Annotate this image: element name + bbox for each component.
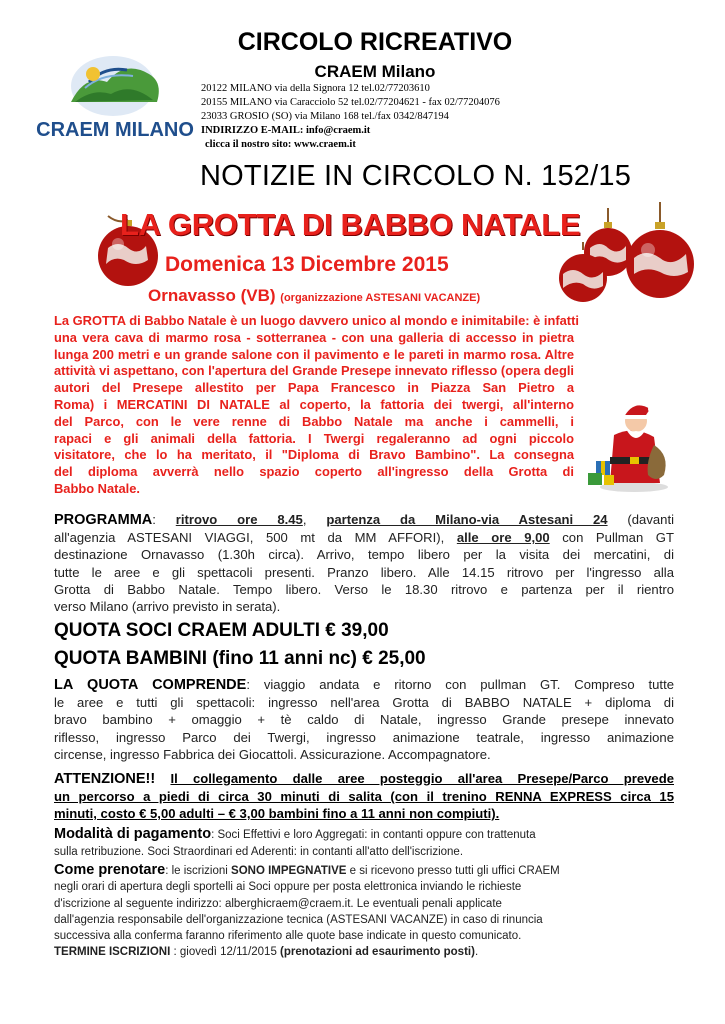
pagamento-section — [54, 826, 674, 860]
ritrovo-time: ritrovo ore 8.45 — [175, 512, 303, 527]
description-line: una vera cava di marmo rosa - sotterranea - con una galleria di accesso in pietra — [54, 329, 574, 345]
prenotare-text: e si ricevono presso tutti gli uffici CRAEM — [346, 865, 560, 877]
programma-line: PROGRAMMA: ritrovo ore 8.45, partenza da Milano-via Astesani 24 (davanti — [54, 512, 674, 528]
prenotare-label: Come prenotare — [54, 862, 166, 878]
programma-line: destinazione Ornavasso (1.30h circa). Arrivo, tempo libero per la visita dei mercatini, di — [54, 547, 674, 563]
prenotare-line: dall'agenzia responsabile dell'organizzazione tecnica (ASTESANI VACANZE) in caso di rinuncia — [54, 913, 543, 926]
description-line: attività vi aspettano, con l'apertura del Grande Presepe innevato riflesso (opera degli — [54, 363, 574, 379]
prenotare-impegnative: SONO IMPEGNATIVE — [231, 865, 347, 877]
website-line: clicca il nostro sito: www.craem.it — [205, 139, 356, 150]
craem-logo — [36, 52, 194, 154]
prenotare-section — [54, 862, 674, 961]
description-line: rapaci e gli animali della fattoria. I Twergi regaleranno ad ogni piccolo — [54, 430, 574, 446]
org-title: CIRCOLO RICREATIVO — [237, 28, 513, 56]
comprende-line: bravo bambino + omaggio + tè caldo di Natale, ingresso Grande presepe innevato — [54, 712, 674, 728]
attenzione-line: minuti, costo € 5,00 adulti – € 3,00 bambini fino a 11 anni non compiuti). — [54, 806, 500, 821]
partenza-info: partenza da Milano-via Astesani 24 — [326, 512, 608, 527]
org-subtitle: CRAEM Milano — [314, 62, 436, 81]
price-children: QUOTA BAMBINI (fino 11 anni nc) € 25,00 — [54, 648, 426, 669]
programma-line: tutte le aree e gli spettacoli presenti. Pranzo libero. Alle 14.15 ritrovo per l'ingresso alla — [54, 564, 674, 580]
pagamento-text: : Soci Effettivi e loro Aggregati: in contanti oppure con trattenuta — [211, 829, 536, 841]
programma-text: (davanti — [607, 512, 674, 527]
comprende-line — [54, 676, 674, 694]
ornament-right-large-icon — [620, 202, 700, 302]
prenotare-line — [54, 862, 674, 879]
prenotare-line: successiva alla conferma faranno riferimento alle quote base indicate in questo comunicato. — [54, 930, 522, 943]
termine-note: (prenotazioni ad esaurimento posti) — [280, 946, 475, 959]
event-title: LA GROTTA DI BABBO NATALE — [120, 207, 581, 242]
newsletter-title: NOTIZIE IN CIRCOLO N. 152/15 — [200, 160, 632, 192]
comprende-text: : viaggio andata e ritorno con pullman GT. Compreso tutte — [246, 677, 674, 692]
email-line: INDIRIZZO E-MAIL: info@craem.it — [201, 125, 371, 136]
address-line-2: 20155 MILANO via Caracciolo 52 tel.02/77204621 - fax 02/77204076 — [201, 97, 500, 108]
pagamento-label: Modalità di pagamento — [54, 826, 212, 842]
description-line: del Parco, con le vere renne di Babbo Natale ma anche i cammelli, i — [54, 413, 574, 429]
attenzione-line: un percorso a piedi di circa 30 minuti di salita (con il trenino RENNA EXPRESS circa 15 — [54, 789, 674, 804]
attenzione-label: ATTENZIONE!! — [54, 771, 156, 787]
event-location: Ornavasso (VB) — [148, 286, 276, 305]
programma-line: verso Milano (arrivo previsto in serata). — [54, 599, 281, 615]
description-line: del diploma avverrà nello spazio coperto all'ingresso della Grotta di — [54, 464, 574, 480]
description-line: Roma) i MERCATINI DI NATALE al coperto, la fattoria dei twergi, all'interno — [54, 396, 574, 412]
event-place — [148, 286, 578, 306]
prenotare-line: d'iscrizione al seguente indirizzo: alberghicraem@craem.it. Le eventuali penali applicate — [54, 897, 502, 910]
programma-label: PROGRAMMA — [54, 512, 153, 528]
event-organizer: (organizzazione ASTESANI VACANZE) — [280, 292, 481, 304]
logo-text: CRAEM MILANO — [36, 119, 194, 141]
termine-label: TERMINE ISCRIZIONI — [54, 946, 171, 959]
termine-date: : giovedì 12/11/2015 — [170, 946, 281, 959]
programma-section — [54, 511, 674, 615]
description-line: La GROTTA di Babbo Natale è un luogo davvero unico al mondo e inimitabile: è infatti — [54, 313, 579, 328]
comprende-label: LA QUOTA COMPRENDE — [54, 677, 247, 693]
termine-end: . — [474, 946, 479, 959]
address-line-3: 23033 GROSIO (SO) via Milano 168 tel./fax 0342/847194 — [201, 111, 449, 122]
event-description — [54, 313, 579, 498]
prenotare-line: negli orari di apertura degli sportelli ai Soci oppure per posta elettronica inviando le richieste — [54, 881, 522, 894]
departure-time: alle ore 9,00 — [456, 530, 550, 546]
termine-line — [54, 944, 674, 960]
santa-claus-icon — [584, 395, 674, 495]
price-adults: QUOTA SOCI CRAEM ADULTI € 39,00 — [54, 620, 389, 641]
programma-line — [54, 529, 674, 546]
attenzione-section — [54, 770, 674, 822]
comprende-line: riflesso, ingresso Parco dei Twergi, ingresso animazione teatrale, ingresso animazione — [54, 729, 674, 745]
comprende-line: circense, ingresso Fabbrica dei Giocattoli. Assicurazione. Accompagnatore. — [54, 746, 491, 762]
description-line: Babbo Natale. — [54, 480, 140, 496]
programma-text: all'agenzia ASTESANI VIAGGI, 500 mt da MM AFFORI), — [54, 530, 457, 546]
prenotare-text: : le iscrizioni — [165, 865, 232, 877]
description-line: lunga 200 metri e un grande salone con il pavimento e le pareti in marmo rosa. Altre — [54, 346, 574, 362]
comprende-line: le aree e tutti gli spettacoli: ingresso nell'area Grotta di BABBO NATALE + diploma di — [54, 695, 674, 711]
description-line: autori del Presepe allestito per Papa Francesco in Piazza San Pietro a — [54, 380, 574, 396]
attenzione-text: Il collegamento dalle aree posteggio all'area Presepe/Parco prevede — [170, 771, 674, 786]
programma-line: Grotta di Babbo Natale. Tempo libero. Verso le 18.30 ritrovo e partenza per il rientro — [54, 581, 674, 597]
pagamento-line — [54, 826, 674, 844]
description-line: visitatore, che lo ha meritato, il "Diploma di Bravo Bambino". La consegna — [54, 447, 574, 463]
address-line-1: 20122 MILANO via della Signora 12 tel.02/77203610 — [201, 83, 430, 94]
event-date: Domenica 13 Dicembre 2015 — [165, 253, 449, 276]
quota-comprende-section — [54, 676, 674, 763]
programma-text: con Pullman GT — [549, 530, 674, 546]
pagamento-line: sulla retribuzione. Soci Straordinari ed Aderenti: in contanti all'atto dell'iscrizione. — [54, 845, 464, 858]
attenzione-line — [54, 770, 674, 788]
